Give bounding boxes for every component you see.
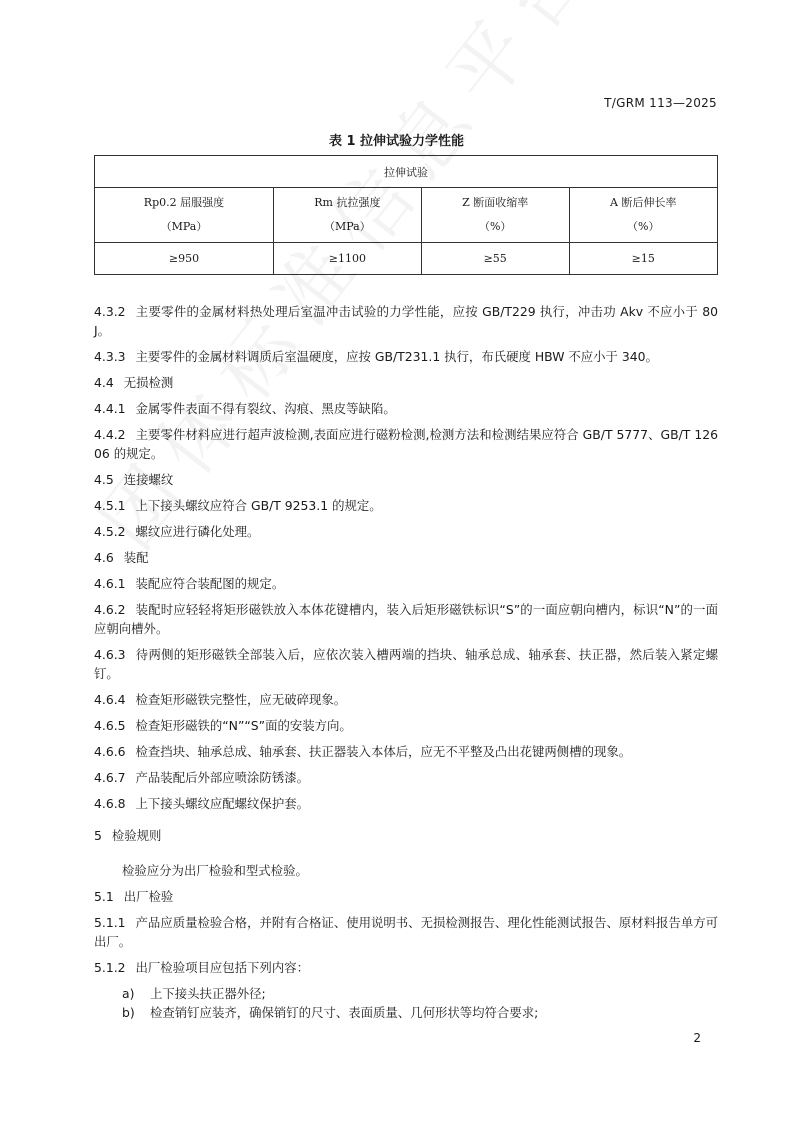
- clause-4-5-2: [94, 522, 718, 541]
- heading-text: 出厂检验: [123, 889, 174, 904]
- tensile-test-table: [94, 155, 718, 275]
- clause-text: 产品装配后外部应喷涂防锈漆。: [135, 770, 309, 785]
- table-value-cell: ≥1100: [273, 243, 421, 275]
- clause-5-1-1: [94, 913, 718, 951]
- paragraph-5: 检验应分为出厂检验和型式检验。: [122, 863, 308, 878]
- clause-4-4-1: [94, 399, 718, 418]
- clause-text: 装配应符合装配图的规定。: [135, 576, 285, 591]
- document-body: [94, 302, 718, 1022]
- document-id: T/GRM 113—2025: [604, 96, 717, 110]
- table-value-cell: ≥950: [95, 243, 274, 275]
- clause-text: 金属零件表面不得有裂纹、沟痕、黑皮等缺陷。: [135, 401, 396, 416]
- clause-number: 4.3.3: [94, 349, 126, 364]
- clause-text: 主要零件材料应进行超声波检测,表面应进行磁粉检测,检测方法和检测结果应符合 GB/T 5777、GB/T 12606 的规定。: [94, 427, 718, 461]
- table-value-cell: ≥15: [569, 243, 717, 275]
- clause-4-6-8: [94, 794, 718, 813]
- heading-4-6: [94, 548, 718, 567]
- clause-4-5-1: [94, 496, 718, 515]
- clause-number: 4.5.1: [94, 498, 126, 513]
- table-value-cell: ≥55: [421, 243, 569, 275]
- list-item: [94, 984, 718, 1003]
- clause-text: 待两侧的矩形磁铁全部装入后，应依次装入槽两端的挡块、轴承总成、轴承套、扶正器，然后装入紧定螺钉。: [94, 647, 718, 681]
- clause-4-6-4: [94, 690, 718, 709]
- clause-4-6-2: [94, 600, 718, 638]
- clause-text: 主要零件的金属材料热处理后室温冲击试验的力学性能，应按 GB/T229 执行，冲击功 Akv 不应小于 80J。: [94, 304, 718, 338]
- column-name: A 断后伸长率: [610, 196, 677, 209]
- clause-number: 4.5.2: [94, 524, 126, 539]
- list-item-label: b): [122, 1005, 135, 1020]
- clause-4-6-3: [94, 645, 718, 683]
- clause-text: 产品应质量检验合格，并附有合格证、使用说明书、无损检测报告、理化性能测试报告、原材料报告单方可出厂。: [94, 915, 718, 949]
- heading-text: 检验规则: [111, 828, 162, 843]
- clause-4-4-2: [94, 425, 718, 463]
- clause-text: 检查矩形磁铁完整性，应无破碎现象。: [135, 692, 347, 707]
- clause-text: 上下接头螺纹应符合 GB/T 9253.1 的规定。: [135, 498, 382, 513]
- clause-4-3-3: [94, 347, 718, 366]
- clause-number: 5: [94, 828, 102, 843]
- list-item-text: 检查销钉应装齐，确保销钉的尺寸、表面质量、几何形状等均符合要求;: [150, 1005, 539, 1020]
- clause-number: 4.6: [94, 550, 114, 565]
- heading-text: 连接螺纹: [123, 472, 174, 487]
- table-header-cell: [421, 188, 569, 243]
- clause-text: 装配时应轻轻将矩形磁铁放入本体花键槽内，装入后矩形磁铁标识“S”的一面应朝向槽内，标识“N”的一面应朝向槽外。: [94, 602, 718, 636]
- table-group-header: 拉伸试验: [95, 156, 718, 188]
- clause-text: 出厂检验项目应包括下列内容：: [135, 960, 309, 975]
- clause-4-6-6: [94, 742, 718, 761]
- clause-number: 5.1.2: [94, 960, 126, 975]
- column-name: Rp0.2 屈服强度: [143, 196, 225, 209]
- clause-4-6-7: [94, 768, 718, 787]
- list-item: [94, 1003, 718, 1022]
- column-unit: （%）: [478, 220, 512, 233]
- list-item-text: 上下接头扶正器外径;: [150, 986, 266, 1001]
- clause-text: 检查矩形磁铁的“N”“S”面的安装方向。: [135, 718, 352, 733]
- clause-number: 4.4: [94, 375, 114, 390]
- clause-number: 4.6.7: [94, 770, 126, 785]
- table-header-cell: [569, 188, 717, 243]
- clause-number: 4.6.5: [94, 718, 126, 733]
- clause-number: 4.6.6: [94, 744, 126, 759]
- column-unit: （MPa）: [324, 220, 371, 233]
- clause-number: 4.6.4: [94, 692, 126, 707]
- clause-number: 4.3.2: [94, 304, 126, 319]
- column-name: Rm 抗拉强度: [314, 196, 381, 209]
- clause-number: 4.6.8: [94, 796, 126, 811]
- column-unit: （MPa）: [160, 220, 208, 233]
- clause-number: 4.6.2: [94, 602, 126, 617]
- clause-4-6-5: [94, 716, 718, 735]
- table-caption: 表 1 拉伸试验力学性能: [328, 134, 465, 149]
- clause-4-3-2: [94, 302, 718, 340]
- clause-number: 4.6.1: [94, 576, 126, 591]
- heading-5: [94, 826, 718, 845]
- clause-number: 5.1: [94, 889, 114, 904]
- clause-number: 4.4.2: [94, 427, 126, 442]
- table-header-cell: [273, 188, 421, 243]
- clause-number: 4.4.1: [94, 401, 126, 416]
- heading-text: 无损检测: [123, 375, 174, 390]
- clause-text: 检查挡块、轴承总成、轴承套、扶正器装入本体后，应无不平整及凸出花键两侧槽的现象。: [135, 744, 632, 759]
- column-unit: （%）: [627, 220, 660, 233]
- heading-5-1: [94, 887, 718, 906]
- clause-number: 5.1.1: [94, 915, 126, 930]
- clause-4-6-1: [94, 574, 718, 593]
- clause-text: 上下接头螺纹应配螺纹保护套。: [135, 796, 309, 811]
- heading-4-4: [94, 373, 718, 392]
- heading-4-5: [94, 470, 718, 489]
- list-item-label: a): [122, 986, 135, 1001]
- heading-text: 装配: [123, 550, 149, 565]
- column-name: Z 断面收缩率: [462, 196, 529, 209]
- clause-text: 主要零件的金属材料调质后室温硬度，应按 GB/T231.1 执行，布氏硬度 HBW 不应小于 340。: [135, 349, 658, 364]
- clause-number: 4.6.3: [94, 647, 126, 662]
- clause-text: 螺纹应进行磷化处理。: [135, 524, 260, 539]
- clause-5-1-2: [94, 958, 718, 977]
- page-number: 2: [693, 1031, 701, 1045]
- table-header-cell: [95, 188, 274, 243]
- clause-number: 4.5: [94, 472, 114, 487]
